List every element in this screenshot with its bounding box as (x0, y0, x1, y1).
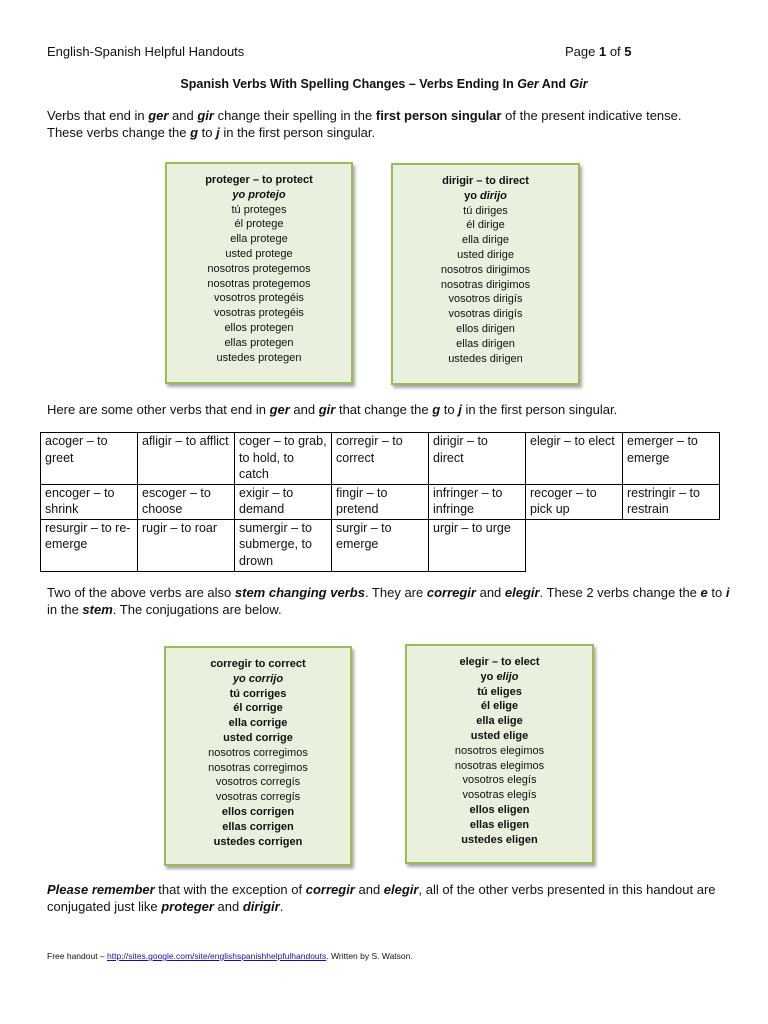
table-cell: rugir – to roar (138, 519, 235, 571)
conj-line: ellas dirigen (456, 337, 515, 350)
conj-line: ellos corrigen (221, 805, 295, 818)
conj-line: vosotros dirigís (448, 293, 523, 306)
conj-line: yo corrijo (232, 672, 284, 685)
conj-line: ellas protegen (224, 336, 294, 349)
page-number: Page 1 of 5 (565, 44, 632, 59)
table-cell: restringir – to restrain (623, 484, 720, 519)
conj-line: ella elige (476, 715, 523, 728)
conj-line: tú proteges (231, 203, 287, 216)
conj-line: ustedes eligen (461, 833, 538, 846)
table-row (41, 519, 720, 571)
conj-line: él dirige (466, 219, 505, 232)
conj-line: ustedes dirigen (448, 352, 523, 365)
conj-line: usted dirige (457, 248, 514, 261)
footer: Free handout – http://sites.google.com/site/englishspanishhelpfulhandouts. Written by S. Watson. (47, 951, 413, 961)
table-cell: corregir – to correct (332, 433, 429, 485)
verbs-table (40, 432, 720, 572)
conj-line: ustedes protegen (216, 351, 302, 364)
conj-line: ustedes corrigen (213, 835, 303, 848)
conj-line: nosotros corregimos (208, 746, 308, 759)
conj-line: él corrige (233, 702, 283, 715)
conj-line: ellas eligen (469, 818, 530, 831)
table-cell: acoger – to greet (41, 433, 138, 485)
table-cell: dirigir – to direct (429, 433, 526, 485)
conj-line: nosotras elegimos (454, 759, 545, 772)
conj-title: dirigir – to direct (442, 175, 529, 187)
empty-cell (623, 519, 720, 571)
table-row (41, 484, 720, 519)
conj-line: ellos dirigen (456, 322, 515, 335)
conj-line: vosotras dirigís (448, 308, 523, 321)
table-cell: urgir – to urge (429, 519, 526, 571)
conj-line: él protege (234, 218, 284, 231)
remember-paragraph: Please remember that with the exception of corregir and elegir, all of the other verbs presented in this handout are conjugated just like proteger and dirigir. (47, 882, 716, 914)
conj-line: nosotros elegimos (454, 744, 545, 757)
conj-title: proteger – to protect (205, 174, 313, 186)
handout-link[interactable]: http://sites.google.com/site/englishspanishhelpfulhandouts (107, 951, 327, 961)
table-cell: infringer – to infringe (429, 484, 526, 519)
conj-line: nosotras corregimos (208, 761, 308, 774)
conj-line: ellos protegen (224, 321, 294, 334)
dirigir-conjugation-box (391, 163, 580, 385)
conj-line: nosotras dirigimos (440, 278, 531, 291)
conj-title: elegir – to elect (459, 656, 540, 668)
table-cell: exigir – to demand (235, 484, 332, 519)
proteger-conjugation-box (165, 162, 353, 384)
empty-cell (526, 519, 623, 571)
conj-line: tú eliges (477, 685, 522, 698)
conj-line: usted elige (470, 729, 529, 742)
conj-line: vosotras elegís (462, 789, 537, 802)
stem-changing-paragraph: Two of the above verbs are also stem changing verbs. They are corregir and elegir. These 2 verbs change the e to i in the stem. The conjugations are below. (47, 585, 730, 617)
conj-line: tú diriges (463, 204, 508, 217)
conj-line: usted corrige (223, 731, 293, 744)
table-cell: encoger – to shrink (41, 484, 138, 519)
table-cell: fingir – to pretend (332, 484, 429, 519)
conj-line: yo elijo (480, 670, 519, 683)
conj-line: nosotros protegemos (207, 262, 311, 275)
table-cell: resurgir – to re-emerge (41, 519, 138, 571)
table-cell: escoger – to choose (138, 484, 235, 519)
table-cell: coger – to grab, to hold, to catch (235, 433, 332, 485)
conj-line: ella dirige (461, 234, 510, 247)
corregir-conjugation-box (164, 646, 352, 866)
conj-line: nosotras protegemos (207, 277, 311, 290)
conj-line: ella protege (230, 233, 288, 246)
table-row (41, 433, 720, 485)
conj-line: yo dirijo (464, 189, 507, 202)
elegir-conjugation-box (405, 644, 594, 864)
conj-title: corregir to correct (210, 658, 306, 670)
table-cell: sumergir – to submerge, to drown (235, 519, 332, 571)
intro-paragraph: Verbs that end in ger and gir change their spelling in the first person singular of the present indicative tense. These verbs change the g to j in the first person singular. (47, 108, 682, 140)
conj-line: tú corriges (229, 687, 287, 700)
conj-line: vosotros corregís (215, 776, 301, 789)
conj-line: yo protejo (232, 188, 286, 201)
conj-line: vosotras protegéis (214, 307, 304, 320)
conj-line: él elige (480, 700, 519, 713)
page-title: Spanish Verbs With Spelling Changes – Verbs Ending In Ger And Gir (180, 77, 588, 91)
conj-line: ellos eligen (469, 803, 530, 816)
conj-line: vosotros protegéis (214, 292, 304, 305)
header-title: English-Spanish Helpful Handouts (47, 44, 245, 59)
conj-line: ellas corrigen (222, 820, 294, 833)
other-verbs-paragraph: Here are some other verbs that end in ger and gir that change the g to j in the first person singular. (47, 402, 618, 417)
conj-line: vosotras corregís (215, 791, 301, 804)
conj-line: ella corrige (228, 717, 288, 730)
conj-line: nosotros dirigimos (440, 263, 531, 276)
table-cell: recoger – to pick up (526, 484, 623, 519)
table-cell: elegir – to elect (526, 433, 623, 485)
table-cell: afligir – to afflict (138, 433, 235, 485)
table-cell: surgir – to emerge (332, 519, 429, 571)
table-cell: emerger – to emerge (623, 433, 720, 485)
conj-line: usted protege (225, 247, 293, 260)
conj-line: vosotros elegís (462, 774, 537, 787)
